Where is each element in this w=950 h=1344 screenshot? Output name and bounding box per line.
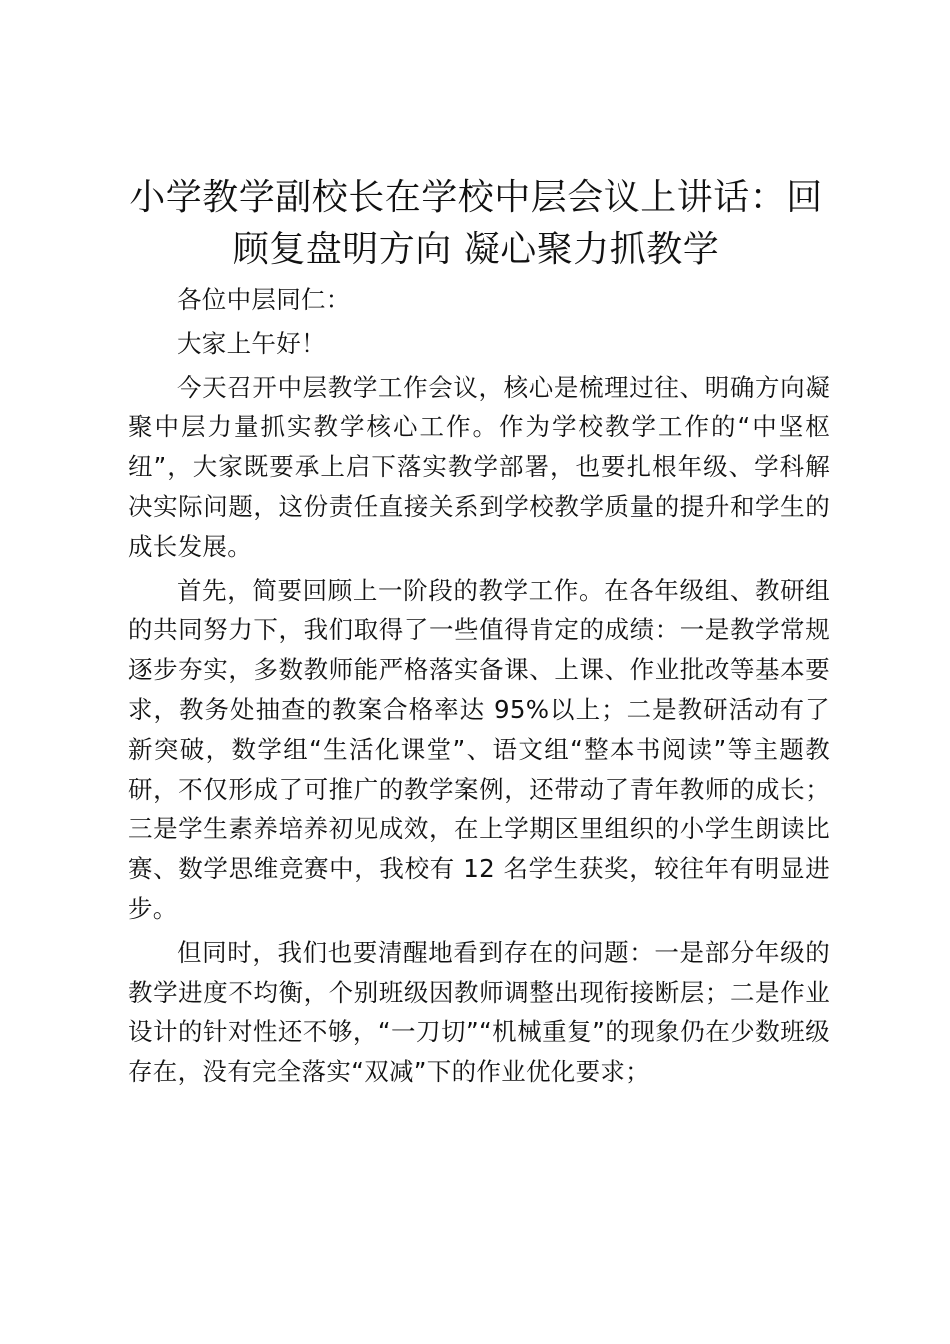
paragraph-review: 首先，简要回顾上一阶段的教学工作。在各年级组、教研组的共同努力下，我们取得了一些值得肯定的成绩：一是教学常规逐步夯实，多数教师能严格落实备课、上课、作业批改等基本要求，教务处抽查的教案合格率达 95%以上；二是教研活动有了新突破，数学组“生活化课堂”、语文组“整本书阅读”等主题教研，不仅形成了可推广的教学案例，还带动了青年教师的成长；三是学生素养培养初见成效，在上学期区里组织的小学生朗读比赛、数学思维竞赛中，我校有 12 名学生获奖，较往年有明显进步。 [128, 575, 830, 923]
paragraph-intro: 今天召开中层教学工作会议，核心是梳理过往、明确方向凝聚中层力量抓实教学核心工作。作为学校教学工作的“中坚枢纽”，大家既要承上启下落实教学部署，也要扎根年级、学科解决实际问题，这份责任直接关系到学校教学质量的提升和学生的成长发展。 [128, 372, 830, 561]
document-title: 小学教学副校长在学校中层会议上讲话：回顾复盘明方向 凝心聚力抓教学 [129, 177, 823, 270]
greeting: 各位中层同仁： [177, 285, 351, 314]
paragraph-problems: 但同时，我们也要清醒地看到存在的问题：一是部分年级的教学进度不均衡，个别班级因教师调整出现衔接断层；二是作业设计的针对性还不够，“一刀切”“机械重复”的现象仍在少数班级存在，没有完全落实“双减”下的作业优化要求； [128, 937, 830, 1087]
document-body [128, 280, 830, 1096]
salutation: 大家上午好！ [177, 328, 326, 358]
